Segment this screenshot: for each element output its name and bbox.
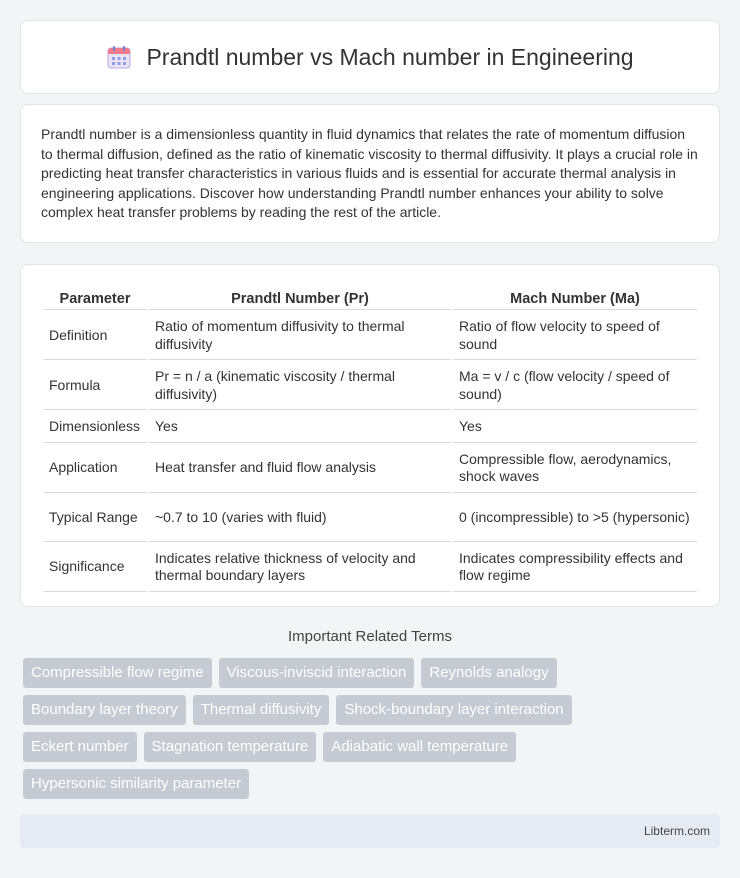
table-row	[43, 412, 697, 443]
related-term-tag[interactable]: Boundary layer theory	[23, 695, 186, 725]
related-term-tag[interactable]: Reynolds analogy	[421, 658, 556, 688]
table-row	[43, 544, 697, 592]
related-term-tag[interactable]: Hypersonic similarity parameter	[23, 769, 249, 799]
cell-prandtl: Indicates relative thickness of velocity and thermal boundary layers	[149, 544, 451, 592]
comparison-table-card	[20, 264, 720, 607]
cell-mach: Yes	[453, 412, 697, 443]
table-row	[43, 312, 697, 360]
cell-prandtl: Pr = n / a (kinematic viscosity / thermal diffusivity)	[149, 362, 451, 410]
footer	[20, 814, 720, 848]
cell-mach: 0 (incompressible) to >5 (hypersonic)	[453, 495, 697, 542]
table-row	[43, 495, 697, 542]
page-title: Prandtl number vs Mach number in Engineering	[146, 43, 634, 70]
cell-prandtl: Ratio of momentum diffusivity to thermal diffusivity	[149, 312, 451, 360]
comparison-table	[41, 285, 699, 594]
footer-site-link[interactable]: Libterm.com	[643, 824, 710, 838]
cell-prandtl: ~0.7 to 10 (varies with fluid)	[149, 495, 451, 542]
table-row	[43, 362, 697, 410]
cell-prandtl: Heat transfer and fluid flow analysis	[149, 445, 451, 493]
cell-mach: Ratio of flow velocity to speed of sound	[453, 312, 697, 360]
cell-mach: Ma = v / c (flow velocity / speed of sound)	[453, 362, 697, 410]
related-term-tag[interactable]: Stagnation temperature	[144, 732, 317, 762]
related-term-tag[interactable]: Compressible flow regime	[23, 658, 212, 688]
intro-card	[20, 104, 720, 243]
table-row	[43, 445, 697, 493]
cell-parameter: Dimensionless	[43, 412, 147, 443]
column-header-mach: Mach Number (Ma)	[453, 287, 697, 310]
related-terms-title: Important Related Terms	[288, 628, 452, 645]
related-term-tag[interactable]: Shock-boundary layer interaction	[336, 695, 571, 725]
related-term-tag[interactable]: Viscous-inviscid interaction	[219, 658, 415, 688]
calendar-icon	[106, 44, 132, 70]
column-header-prandtl: Prandtl Number (Pr)	[149, 287, 451, 310]
cell-parameter: Application	[43, 445, 147, 493]
cell-prandtl: Yes	[149, 412, 451, 443]
related-term-tag[interactable]: Adiabatic wall temperature	[323, 732, 516, 762]
cell-parameter: Definition	[43, 312, 147, 360]
cell-parameter: Significance	[43, 544, 147, 592]
related-term-tag[interactable]: Thermal diffusivity	[193, 695, 330, 725]
cell-parameter: Typical Range	[43, 495, 147, 542]
cell-mach: Compressible flow, aerodynamics, shock waves	[453, 445, 697, 493]
table-header-row	[43, 287, 697, 310]
header-card	[20, 20, 720, 94]
cell-parameter: Formula	[43, 362, 147, 410]
intro-text: Prandtl number is a dimensionless quantity in fluid dynamics that relates the rate of momentum diffusion to thermal diffusion, defined as the ratio of kinematic viscosity to thermal diffusivity. It plays a crucial role in predicting heat transfer characteristics in various fluids and is essential for accurate thermal analysis in engineering applications. Discover how understanding Prandtl number enhances your ability to solve complex heat transfer problems by reading the rest of the article.	[41, 126, 698, 220]
related-term-tag[interactable]: Eckert number	[23, 732, 137, 762]
column-header-parameter: Parameter	[43, 287, 147, 310]
cell-mach: Indicates compressibility effects and flow regime	[453, 544, 697, 592]
related-terms-list	[20, 658, 680, 799]
